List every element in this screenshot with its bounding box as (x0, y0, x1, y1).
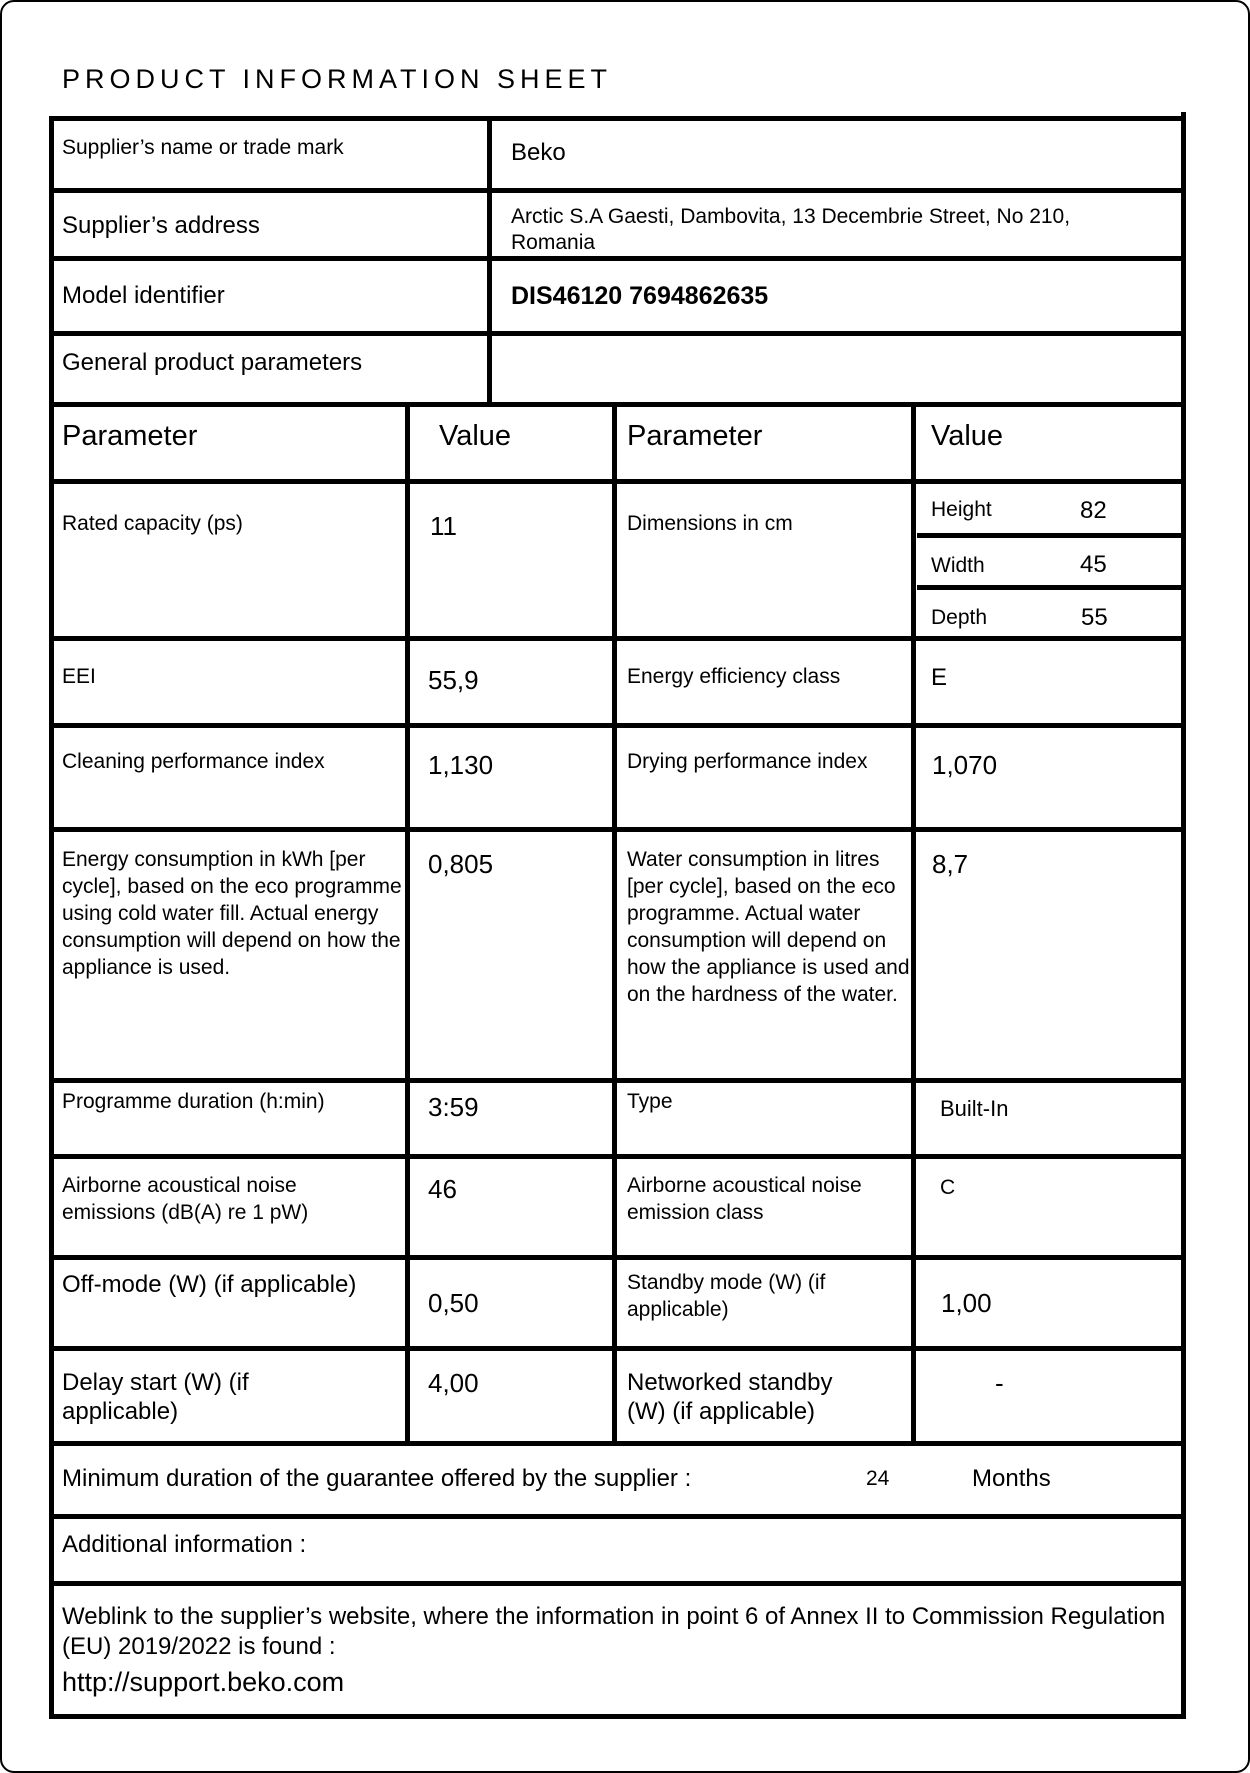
table-line (1181, 112, 1186, 1719)
table-line (49, 1714, 1185, 1719)
table-line (487, 116, 492, 407)
energy-consumption-value: 0,805 (428, 849, 494, 879)
duration-label: Programme duration (h:min) (62, 1090, 325, 1113)
model-identifier: DIS46120 7694862635 (511, 282, 769, 310)
table-line (917, 585, 1185, 590)
water-consumption-label: Water consumption in litres [per cycle], based on the eco programme. Actual water consumption will depend on how the appliance is used and on the hardness of the water. (627, 848, 910, 1006)
table-line (51, 1581, 1185, 1586)
table-line (51, 331, 1185, 336)
dimensions-label: Dimensions in cm (627, 512, 793, 535)
header-parameter-2: Parameter (627, 420, 763, 452)
noise-value: 46 (428, 1174, 457, 1204)
off-mode-value: 0,50 (428, 1288, 479, 1318)
table-line (51, 827, 1185, 832)
energy-class-value: E (931, 664, 948, 691)
model-label: Model identifier (62, 282, 225, 309)
weblink-url[interactable]: http://support.beko.com (62, 1667, 345, 1697)
cleaning-label: Cleaning performance index (62, 750, 325, 773)
width-value: 45 (1080, 551, 1107, 578)
drying-label: Drying performance index (627, 750, 868, 773)
energy-class-label: Energy efficiency class (627, 665, 841, 688)
standby-value: 1,00 (941, 1288, 992, 1318)
table-line (49, 116, 54, 1719)
eei-label: EEI (62, 665, 96, 688)
depth-value: 55 (1081, 604, 1108, 631)
page-title: PRODUCT INFORMATION SHEET (62, 64, 613, 94)
type-label: Type (627, 1090, 673, 1113)
standby-label: Standby mode (W) (if applicable) (627, 1271, 826, 1321)
guarantee-unit: Months (972, 1465, 1051, 1492)
supplier-address-line1: Arctic S.A Gaesti, Dambovita, 13 Decembrie Street, No 210, (511, 205, 1071, 228)
table-line (51, 1514, 1185, 1519)
table-line (51, 116, 1185, 121)
header-value-1: Value (439, 420, 512, 452)
supplier-address-line2: Romania (511, 231, 596, 254)
table-line (917, 533, 1185, 538)
water-consumption-value: 8,7 (932, 849, 969, 879)
table-line (51, 1078, 1185, 1083)
off-mode-label: Off-mode (W) (if applicable) (62, 1271, 357, 1298)
supplier-name: Beko (511, 139, 566, 166)
delay-start-value: 4,00 (428, 1368, 479, 1398)
guarantee-label: Minimum duration of the guarantee offered by the supplier : (62, 1465, 692, 1492)
delay-start-label: Delay start (W) (if applicable) (62, 1369, 249, 1425)
general-params-label: General product parameters (62, 349, 363, 376)
depth-label: Depth (931, 606, 988, 629)
guarantee-value: 24 (866, 1467, 890, 1490)
table-line (51, 1441, 1185, 1446)
table-line (51, 1346, 1185, 1351)
eei-value: 55,9 (428, 665, 479, 695)
capacity-label: Rated capacity (ps) (62, 512, 243, 535)
header-value-2: Value (931, 420, 1004, 452)
drying-value: 1,070 (932, 750, 998, 780)
table-line (51, 402, 1185, 407)
networked-standby-value: - (995, 1368, 1004, 1398)
energy-consumption-label: Energy consumption in kWh [per cycle], based on the eco programme using cold water fill. Actual energy consumption will depend on how the appliance is used. (62, 848, 402, 979)
capacity-value: 11 (430, 511, 457, 541)
type-value: Built-In (940, 1096, 1009, 1121)
supplier-name-label: Supplier’s name or trade mark (62, 136, 344, 159)
networked-standby-label: Networked standby (W) (if applicable) (627, 1369, 833, 1425)
duration-value: 3:59 (428, 1092, 479, 1122)
table-line (612, 402, 617, 1446)
table-line (51, 479, 1185, 484)
weblink-label: Weblink to the supplier’s website, where the information in point 6 of Annex II to Commission Regulation (EU) 2019/2022 is found : (62, 1603, 1166, 1660)
height-label: Height (931, 498, 992, 521)
table-line (51, 256, 1185, 261)
noise-class-value: C (940, 1176, 956, 1199)
width-label: Width (931, 554, 985, 577)
cleaning-value: 1,130 (428, 750, 494, 780)
header-parameter-1: Parameter (62, 420, 198, 452)
table-line (51, 1154, 1185, 1159)
supplier-address-label: Supplier’s address (62, 212, 260, 239)
table-line (51, 188, 1185, 193)
table-line (51, 723, 1185, 728)
height-value: 82 (1080, 497, 1107, 524)
noise-class-label: Airborne acoustical noise emission class (627, 1174, 862, 1224)
noise-label: Airborne acoustical noise emissions (dB(A) re 1 pW) (62, 1174, 309, 1224)
table-line (51, 1255, 1185, 1260)
additional-info-label: Additional information : (62, 1531, 307, 1558)
table-line (51, 636, 1185, 641)
